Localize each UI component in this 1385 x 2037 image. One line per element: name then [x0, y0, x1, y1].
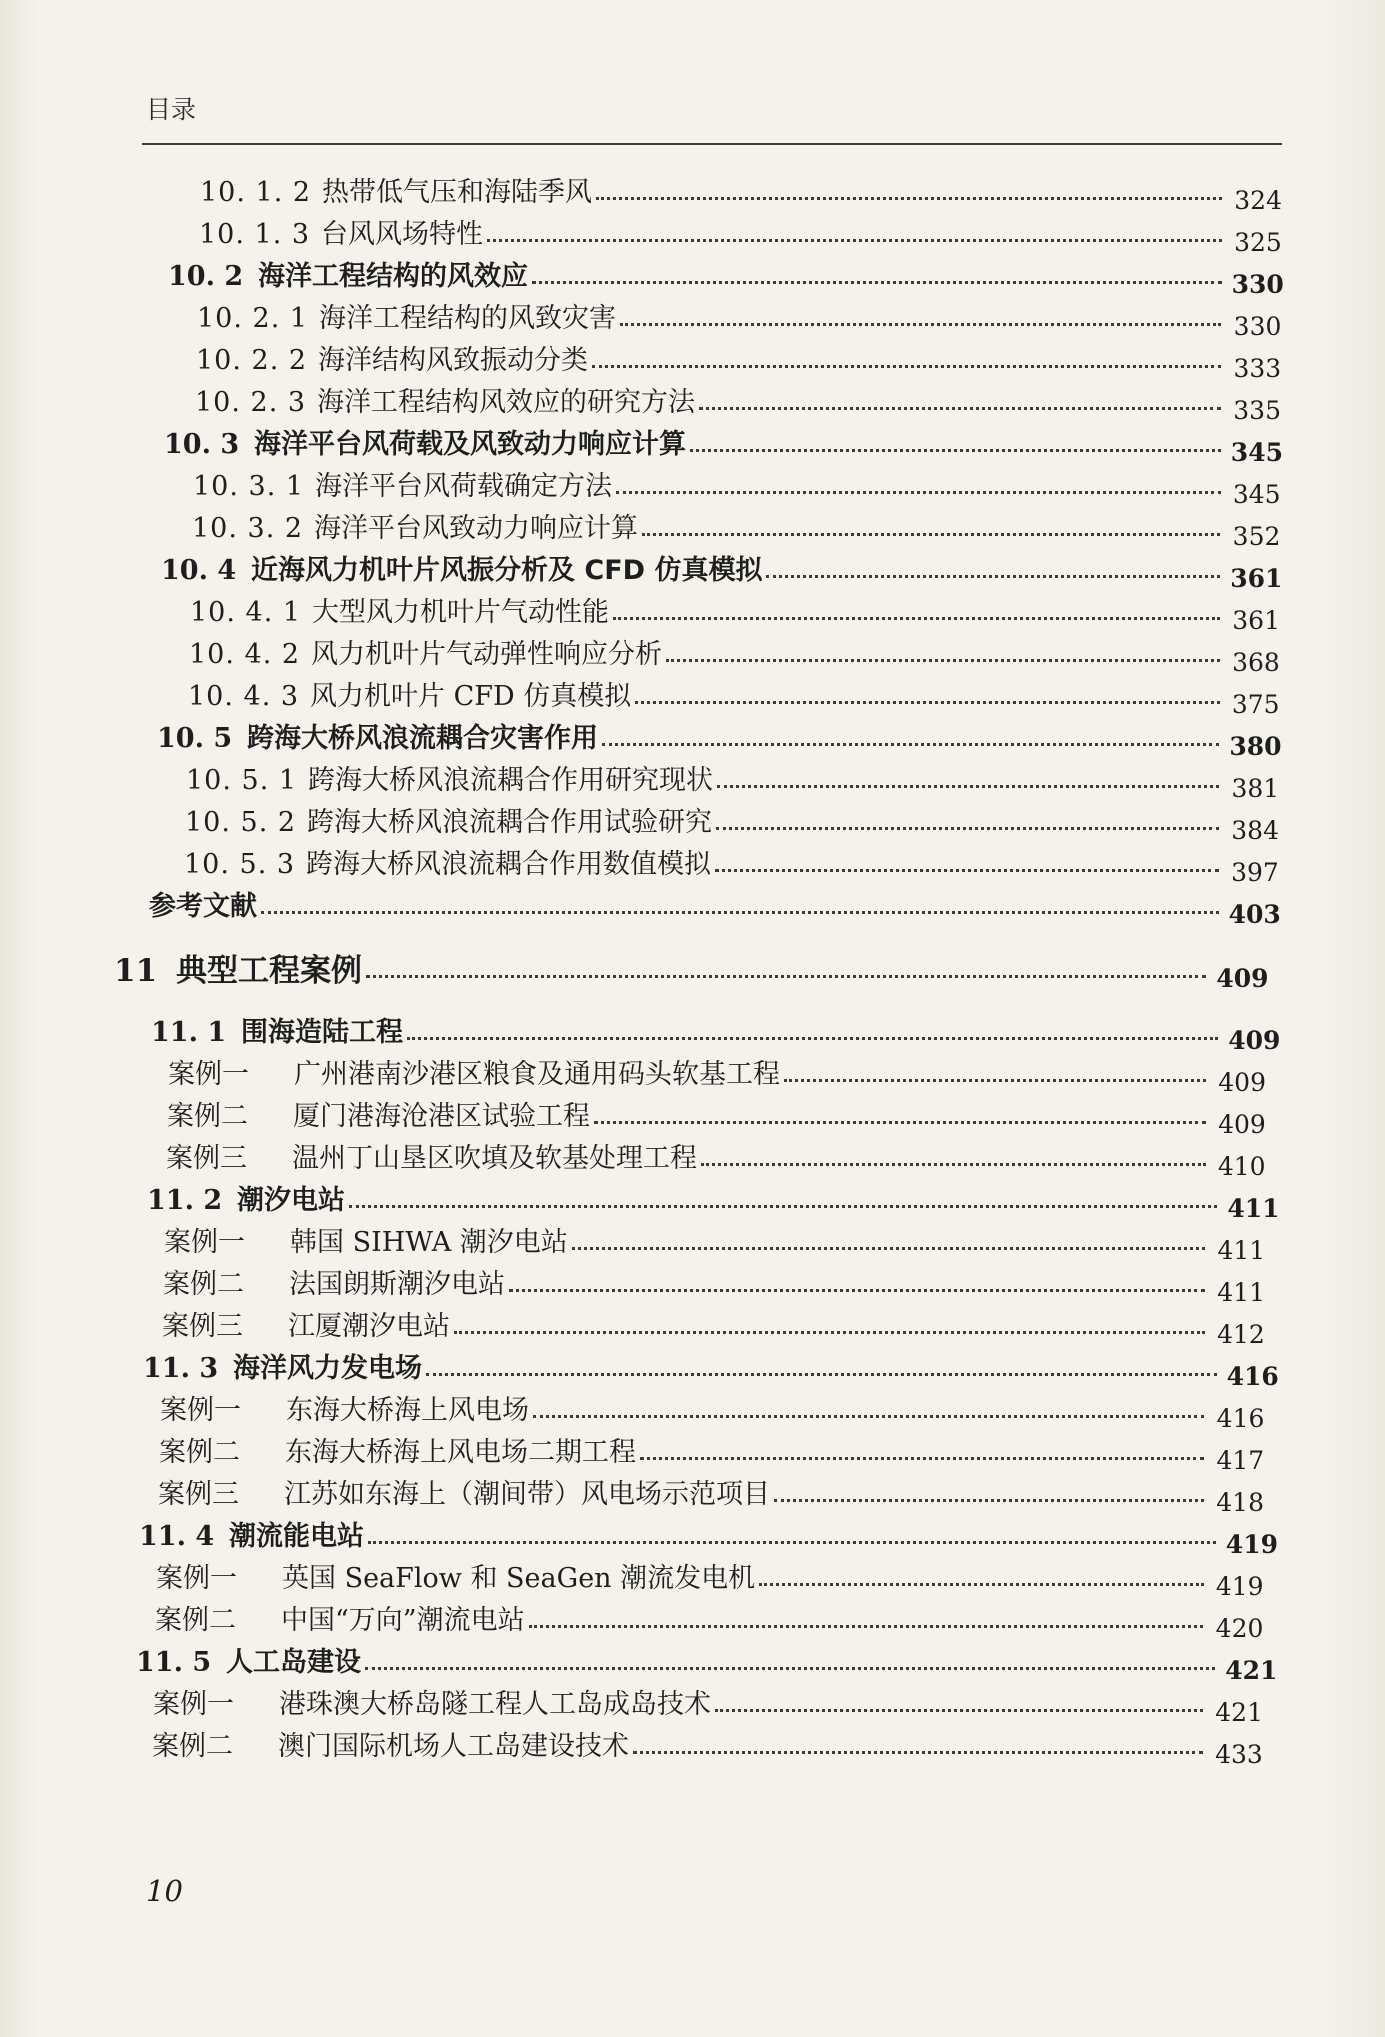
entry-number: 案例一: [153, 1689, 234, 1720]
entry-title: 跨海大桥风浪流耦合灾害作用: [247, 723, 598, 754]
toc-entry[interactable]: [149, 882, 1281, 929]
dot-leader: [620, 323, 1221, 326]
dot-leader: [616, 491, 1221, 494]
entry-number: 10. 5. 1: [186, 765, 298, 796]
entry-number: 10. 4. 2: [189, 639, 301, 670]
dot-leader: [690, 449, 1221, 452]
entry-page-number: 409: [1228, 1026, 1281, 1055]
entry-page-number: 410: [1217, 1152, 1266, 1181]
entry-number: 案例一: [160, 1395, 241, 1426]
entry-number: 11. 3: [143, 1353, 219, 1384]
entry-title: 人工岛建设: [226, 1647, 361, 1678]
entry-page-number: 380: [1229, 732, 1282, 761]
entry-number: 案例一: [156, 1563, 237, 1594]
entry-title: 澳门国际机场人工岛建设技术: [278, 1731, 629, 1762]
dot-leader: [602, 743, 1219, 746]
toc-entry[interactable]: [166, 1134, 1266, 1181]
dot-leader: [642, 533, 1220, 536]
entry-page-number: 361: [1232, 606, 1280, 635]
toc-entry[interactable]: [200, 168, 1282, 215]
dot-leader: [592, 365, 1221, 368]
entry-page-number: 411: [1217, 1236, 1266, 1265]
entry-title: 典型工程案例: [176, 953, 362, 989]
dot-leader: [613, 617, 1220, 620]
entry-number: 10. 5. 2: [185, 807, 297, 838]
dot-leader: [349, 1205, 1217, 1208]
entry-page-number: 381: [1231, 774, 1280, 803]
entry-number: 10. 3. 2: [192, 513, 304, 544]
entry-number: 11. 4: [139, 1521, 215, 1552]
dot-leader: [666, 659, 1220, 662]
entry-number: 案例三: [162, 1311, 243, 1342]
toc-entry[interactable]: [186, 756, 1280, 803]
entry-page-number: 411: [1227, 1194, 1280, 1223]
entry-number: 10. 2. 1: [197, 303, 309, 334]
entry-number: 案例三: [166, 1143, 247, 1174]
entry-title: 江苏如东海上（潮间带）风电场示范项目: [284, 1479, 770, 1510]
toc-entry[interactable]: [151, 1008, 1281, 1055]
entry-title: 跨海大桥风浪流耦合作用试验研究: [307, 807, 712, 838]
dot-leader: [594, 1121, 1206, 1124]
dot-leader: [774, 1499, 1204, 1502]
entry-page-number: 409: [1218, 1068, 1266, 1097]
entry-title: 海洋结构风致振动分类: [318, 345, 588, 376]
entry-number: 10. 4. 1: [190, 597, 302, 628]
entry-number: 案例二: [159, 1437, 240, 1468]
entry-number: 10. 1. 2: [200, 177, 312, 208]
entry-page-number: 345: [1230, 438, 1283, 467]
entry-page-number: 403: [1228, 900, 1281, 929]
dot-leader: [640, 1457, 1204, 1460]
toc-entry[interactable]: [114, 946, 1269, 993]
toc-entry[interactable]: [155, 1596, 1264, 1643]
dot-leader: [633, 1751, 1203, 1754]
entry-title: 海洋平台风致动力响应计算: [314, 513, 638, 544]
entry-number: 10. 3: [164, 429, 240, 460]
toc-entry[interactable]: [193, 462, 1281, 509]
entry-page-number: 433: [1215, 1740, 1263, 1769]
entry-page-number: 416: [1216, 1404, 1265, 1433]
dot-leader: [454, 1331, 1205, 1334]
entry-page-number: 417: [1216, 1446, 1265, 1475]
entry-page-number: 330: [1231, 270, 1284, 299]
entry-number: 10. 3. 1: [193, 471, 305, 502]
toc-entry[interactable]: [143, 1344, 1279, 1391]
toc-entry[interactable]: [139, 1512, 1278, 1559]
entry-number: 案例二: [163, 1269, 244, 1300]
toc-entry[interactable]: [159, 1428, 1265, 1475]
entry-number: 案例三: [158, 1479, 239, 1510]
entry-title: 海洋工程结构的风致灾害: [319, 303, 616, 334]
toc-entry[interactable]: [163, 1260, 1265, 1307]
toc-entry[interactable]: [192, 504, 1281, 551]
toc-entry[interactable]: [199, 210, 1282, 257]
toc-entry[interactable]: [164, 1218, 1266, 1265]
dot-leader: [635, 701, 1219, 704]
entry-page-number: 375: [1231, 690, 1280, 719]
entry-page-number: 397: [1231, 858, 1279, 887]
entry-page-number: 416: [1226, 1362, 1279, 1391]
dot-leader: [261, 911, 1219, 914]
page-number: 10: [146, 1874, 183, 1908]
entry-number: 10. 2: [168, 261, 244, 292]
entry-number: 10. 2. 3: [195, 387, 307, 418]
dot-leader: [699, 407, 1221, 410]
toc-entry[interactable]: [136, 1638, 1278, 1685]
entry-number: 10. 5. 3: [184, 849, 296, 880]
dot-leader: [509, 1289, 1205, 1292]
dot-leader: [596, 197, 1222, 200]
toc-entry[interactable]: [195, 378, 1281, 425]
entry-title: 风力机叶片 CFD 仿真模拟: [310, 681, 632, 712]
entry-number: 11. 5: [136, 1647, 212, 1678]
dot-leader: [365, 1667, 1215, 1670]
entry-title: 海洋平台风荷载确定方法: [315, 471, 612, 502]
entry-title: 潮汐电站: [237, 1185, 345, 1216]
dot-leader: [572, 1247, 1205, 1250]
entry-title: 参考文献: [149, 891, 257, 922]
toc-entry[interactable]: [156, 1554, 1264, 1601]
entry-title: 近海风力机叶片风振分析及 CFD 仿真模拟: [251, 555, 763, 586]
entry-page-number: 409: [1218, 1110, 1266, 1139]
dot-leader: [426, 1373, 1217, 1376]
toc-entry[interactable]: [188, 672, 1280, 719]
toc-entry[interactable]: [168, 252, 1284, 299]
running-title: 目录: [146, 95, 197, 124]
toc-entry[interactable]: [158, 1470, 1264, 1517]
toc-entry[interactable]: [190, 588, 1280, 635]
toc-entry[interactable]: [161, 546, 1283, 593]
entry-number: 11. 1: [151, 1017, 227, 1048]
entry-page-number: 419: [1225, 1530, 1278, 1559]
entry-page-number: 419: [1215, 1572, 1264, 1601]
entry-title: 东海大桥海上风电场: [286, 1395, 529, 1426]
entry-title: 跨海大桥风浪流耦合作用研究现状: [308, 765, 713, 796]
dot-leader: [715, 869, 1219, 872]
entry-page-number: 325: [1234, 228, 1282, 257]
dot-leader: [701, 1163, 1206, 1166]
dot-leader: [366, 975, 1206, 978]
entry-page-number: 412: [1217, 1320, 1265, 1349]
entry-title: 江厦潮汐电站: [288, 1311, 450, 1342]
entry-page-number: 411: [1217, 1278, 1265, 1307]
entry-title: 海洋风力发电场: [233, 1353, 422, 1384]
dot-leader: [717, 785, 1219, 788]
entry-title: 围海造陆工程: [241, 1017, 403, 1048]
toc-entry[interactable]: [168, 1050, 1266, 1097]
entry-number: 10. 1. 3: [199, 219, 311, 250]
entry-page-number: 330: [1233, 312, 1282, 341]
dot-leader: [533, 1415, 1204, 1418]
entry-page-number: 409: [1216, 964, 1269, 993]
toc-entry[interactable]: [196, 336, 1282, 383]
toc-entry[interactable]: [184, 840, 1279, 887]
entry-title: 韩国 SIHWA 潮汐电站: [290, 1227, 568, 1258]
dot-leader: [715, 1709, 1203, 1712]
entry-page-number: 345: [1232, 480, 1281, 509]
dot-leader: [716, 827, 1219, 830]
entry-number: 案例二: [152, 1731, 233, 1762]
entry-title: 东海大桥海上风电场二期工程: [285, 1437, 636, 1468]
entry-page-number: 361: [1230, 564, 1283, 593]
toc-entry[interactable]: [157, 714, 1282, 761]
entry-title: 台风风场特性: [321, 219, 483, 250]
entry-number: 11. 2: [147, 1185, 223, 1216]
entry-page-number: 368: [1232, 648, 1280, 677]
entry-title: 海洋平台风荷载及风致动力响应计算: [254, 429, 686, 460]
entry-page-number: 324: [1234, 186, 1282, 215]
entry-page-number: 352: [1232, 522, 1281, 551]
entry-number: 11: [114, 953, 158, 989]
dot-leader: [766, 575, 1220, 578]
dot-leader: [759, 1583, 1203, 1586]
dot-leader: [784, 1079, 1206, 1082]
toc-entry[interactable]: [147, 1176, 1280, 1223]
entry-title: 港珠澳大桥岛隧工程人工岛成岛技术: [279, 1689, 711, 1720]
entry-number: 案例一: [164, 1227, 245, 1258]
entry-title: 温州丁山垦区吹填及软基处理工程: [292, 1143, 697, 1174]
dot-leader: [368, 1541, 1216, 1544]
entry-title: 法国朗斯潮汐电站: [289, 1269, 505, 1300]
entry-title: 风力机叶片气动弹性响应分析: [311, 639, 662, 670]
toc-entry[interactable]: [185, 798, 1279, 845]
entry-title: 潮流能电站: [229, 1521, 364, 1552]
entry-number: 案例一: [168, 1059, 249, 1090]
entry-number: 10. 2. 2: [196, 345, 308, 376]
entry-title: 英国 SeaFlow 和 SeaGen 潮流发电机: [282, 1563, 756, 1594]
entry-title: 海洋工程结构风效应的研究方法: [317, 387, 695, 418]
entry-page-number: 335: [1233, 396, 1281, 425]
entry-title: 跨海大桥风浪流耦合作用数值模拟: [306, 849, 711, 880]
entry-page-number: 418: [1216, 1488, 1264, 1517]
entry-title: 中国“万向”潮流电站: [281, 1605, 525, 1636]
dot-leader: [407, 1037, 1218, 1040]
entry-title: 广州港南沙港区粮食及通用码头软基工程: [294, 1059, 780, 1090]
dot-leader: [532, 281, 1222, 284]
entry-title: 热带低气压和海陆季风: [322, 177, 592, 208]
toc-entry[interactable]: [152, 1722, 1263, 1769]
entry-number: 10. 5: [157, 723, 233, 754]
entry-number: 10. 4. 3: [188, 681, 300, 712]
toc-entry[interactable]: [162, 1302, 1265, 1349]
entry-title: 海洋工程结构的风效应: [258, 261, 528, 292]
entry-title: 大型风力机叶片气动性能: [312, 597, 609, 628]
toc-entry[interactable]: [167, 1092, 1266, 1139]
toc-entry[interactable]: [164, 420, 1283, 467]
toc-entry[interactable]: [197, 294, 1282, 341]
entry-page-number: 421: [1215, 1698, 1263, 1727]
entry-number: 案例二: [155, 1605, 236, 1636]
entry-number: 案例二: [167, 1101, 248, 1132]
entry-number: 10. 4: [161, 555, 237, 586]
entry-page-number: 420: [1215, 1614, 1264, 1643]
toc-entry[interactable]: [153, 1680, 1263, 1727]
entry-page-number: 384: [1231, 816, 1279, 845]
entry-title: 厦门港海沧港区试验工程: [293, 1101, 590, 1132]
dot-leader: [529, 1625, 1204, 1628]
toc-entry[interactable]: [160, 1386, 1265, 1433]
dot-leader: [487, 239, 1222, 242]
entry-page-number: 421: [1225, 1656, 1278, 1685]
entry-page-number: 333: [1233, 354, 1282, 383]
toc-entry[interactable]: [189, 630, 1280, 677]
